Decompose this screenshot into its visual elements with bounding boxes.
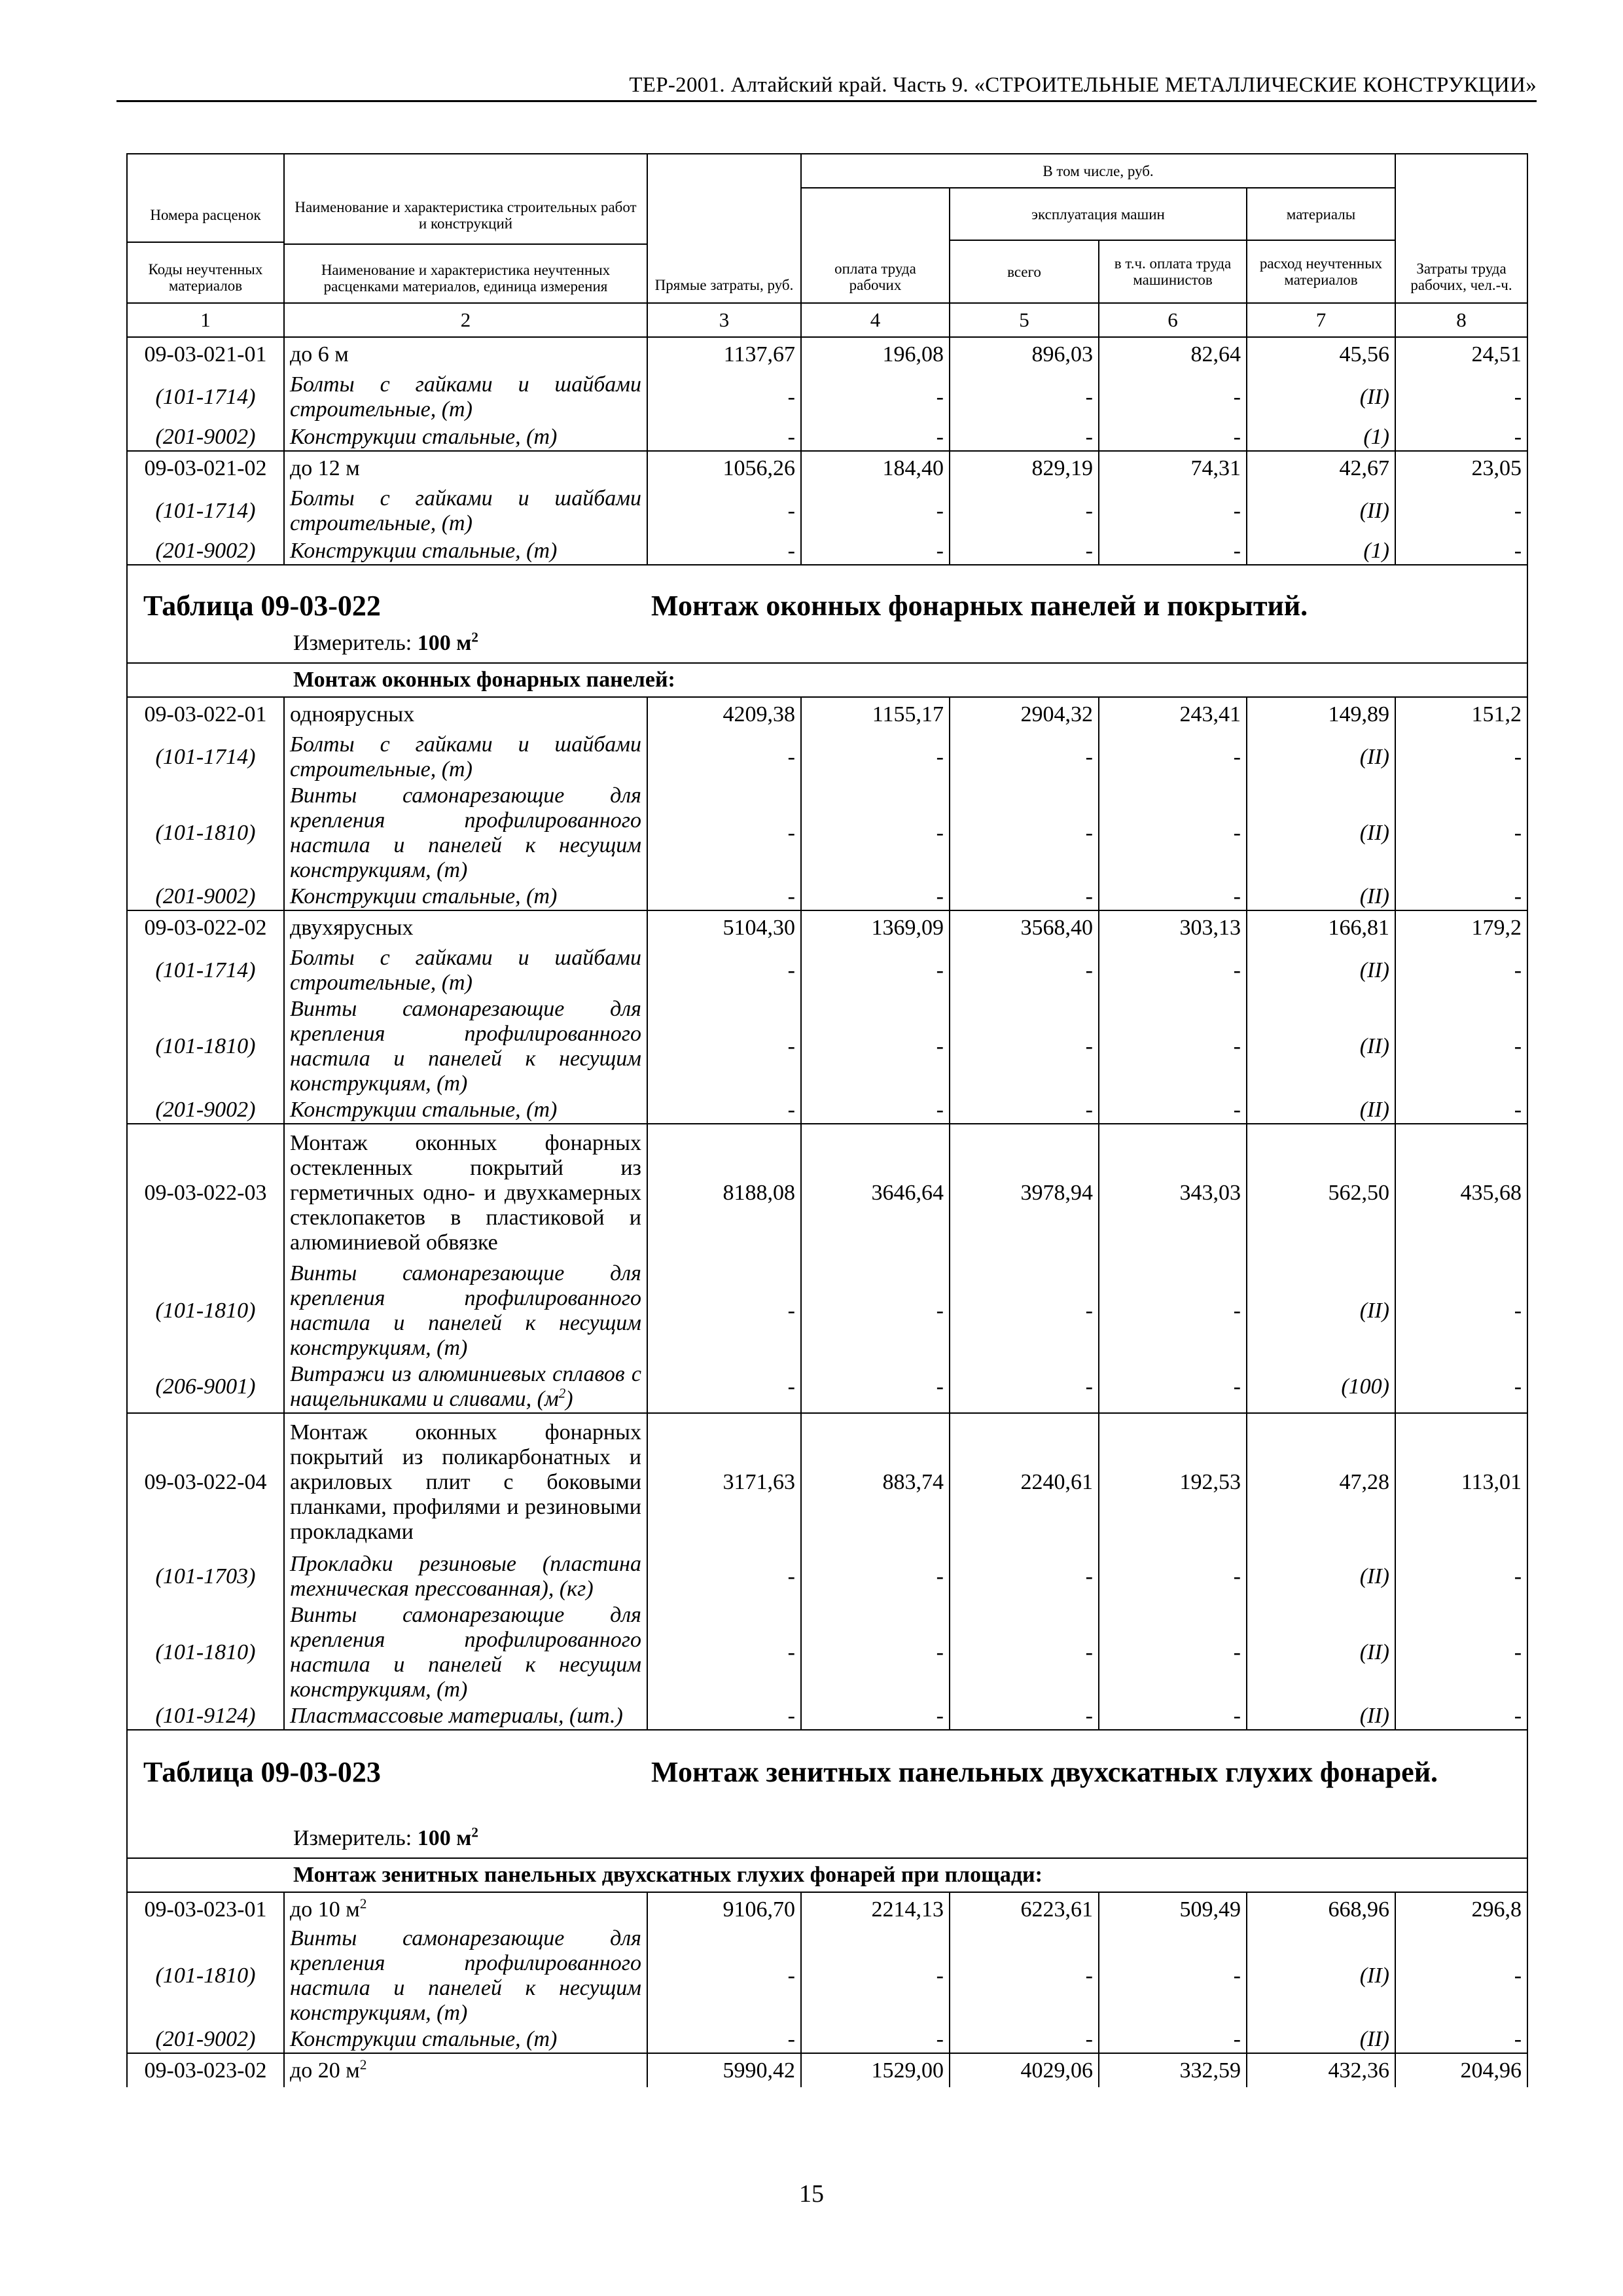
table-row: 09-03-021-02 до 12 м 1056,26 184,40 829,19 74,31 42,67 23,05 xyxy=(127,451,1527,485)
table-number: Таблица 09-03-023 xyxy=(143,1756,381,1788)
table-row: 09-03-022-03 Монтаж оконных фонарных остекленных покрытий из герметичных одно- и двухкамерных стеклопакетов в пластиковой и алюминиевой обвязке 8188,08 3646,64 3978,94 343,03 562,50 435,68 xyxy=(127,1124,1527,1261)
table-row: 09-03-023-01 до 10 $м^2$ 9106,70 2214,13 6223,61 509,49 668,96 296,8 xyxy=(127,1892,1527,1926)
material-row: (201-9002) Конструкции стальные, (т) - - - - (1) - xyxy=(127,423,1527,451)
section-subheader: Монтаж зенитных панельных двухскатных глухих фонарей при площади: xyxy=(127,1858,1527,1892)
divider xyxy=(128,242,283,243)
col5-header: всего xyxy=(950,240,1099,303)
price-table xyxy=(126,153,1528,2087)
incl-header: В том числе, руб. xyxy=(801,154,1395,188)
material-row: (101-1810) Винты самонарезающие для крепления профилированного настила и панелей к несущим конструкциям, (т) - - - - (II) - xyxy=(127,1261,1527,1361)
col6-header: в т.ч. оплата труда машинистов xyxy=(1099,240,1247,303)
material-row: (201-9002) Конструкции стальные, (т) - - - - (II) - xyxy=(127,1096,1527,1124)
col2-header: Наименование и характеристика строительных работ и конструкций Наименование и характеристика неучтенных расценками материалов, единица измерения xyxy=(284,154,647,303)
table-row: 09-03-022-04 Монтаж оконных фонарных покрытий из поликарбонатных и акриловых плит с боковыми планками, профилями и резиновыми прокладками 3171,63 883,74 2240,61 192,53 47,28 113,01 xyxy=(127,1413,1527,1551)
unit-of-measure: Измеритель: 100 $м^2$ xyxy=(293,1824,478,1850)
material-row: (101-1714) Болты с гайками и шайбами строительные, (т) - - - - (II) - xyxy=(127,371,1527,423)
material-row: (101-9124) Пластмассовые материалы, (шт.) - - - - (II) - xyxy=(127,1702,1527,1730)
column-numbers: 1 2 3 4 5 6 7 8 xyxy=(127,303,1527,337)
material-row: (101-1810) Винты самонарезающие для крепления профилированного настила и панелей к несущим конструкциям, (т) - - - - (II) - xyxy=(127,1603,1527,1702)
col3-header: Прямые затраты, руб. xyxy=(647,154,801,303)
material-row: (206-9001) Витражи из алюминиевых сплавов с нащельниками и сливами, $(м^2)$ - - - - (100) - xyxy=(127,1361,1527,1413)
unit-of-measure: Измеритель: 100 $м^2$ xyxy=(293,629,478,655)
table-number: Таблица 09-03-022 xyxy=(143,590,381,622)
material-row: (101-1714) Болты с гайками и шайбами строительные, (т) - - - - (II) - xyxy=(127,485,1527,537)
table-row: 09-03-021-01 до 6 м 1137,67 196,08 896,03 82,64 45,56 24,51 xyxy=(127,337,1527,371)
material-row: (201-9002) Конструкции стальные, (т) - - - - (II) - xyxy=(127,2026,1527,2053)
table-row: 09-03-023-02 до 20 $м^2$ 5990,42 1529,00 4029,06 332,59 432,36 204,96 xyxy=(127,2053,1527,2087)
table-row: 09-03-022-02 двухярусных 5104,30 1369,09 3568,40 303,13 166,81 179,2 xyxy=(127,910,1527,944)
material-row: (101-1810) Винты самонарезающие для крепления профилированного настила и панелей к несущим конструкциям, (т) - - - - (II) - xyxy=(127,783,1527,883)
col1-header: Номера расценок Коды неучтенных материалов xyxy=(127,154,284,303)
material-row: (101-1703) Прокладки резиновые (пластина техническая прессованная), (кг) - - - - (II) - xyxy=(127,1551,1527,1603)
material-row: (101-1810) Винты самонарезающие для крепления профилированного настила и панелей к несущим конструкциям, (т) - - - - (II) - xyxy=(127,997,1527,1096)
section-subheader: Монтаж оконных фонарных панелей: xyxy=(127,663,1527,697)
material-row: (201-9002) Конструкции стальные, (т) - - - - (II) - xyxy=(127,883,1527,910)
table-name: Монтаж оконных фонарных панелей и покрытий. xyxy=(651,590,1308,622)
material-row: (101-1714) Болты с гайками и шайбами строительные, (т) - - - - (II) - xyxy=(127,731,1527,783)
table-name: Монтаж зенитных панельных двухскатных глухих фонарей. xyxy=(651,1756,1438,1788)
table-title-022 xyxy=(127,565,1527,663)
col8-header: Затраты труда рабочих, чел.-ч. xyxy=(1395,154,1527,303)
page-header: ТЕР-2001. Алтайский край. Часть 9. «СТРОИТЕЛЬНЫЕ МЕТАЛЛИЧЕСКИЕ КОНСТРУКЦИИ» xyxy=(116,73,1537,102)
material-row: (201-9002) Конструкции стальные, (т) - - - - (1) - xyxy=(127,537,1527,565)
materials-header: материалы xyxy=(1247,188,1395,240)
material-row: (101-1810) Винты самонарезающие для крепления профилированного настила и панелей к несущим конструкциям, (т) - - - - (II) - xyxy=(127,1926,1527,2026)
col7-header: расход неучтенных материалов xyxy=(1247,240,1395,303)
table-title-023 xyxy=(127,1730,1527,1858)
col4-header: оплата труда рабочих xyxy=(801,188,950,303)
divider xyxy=(285,243,647,245)
page-number: 15 xyxy=(799,2180,824,2208)
machines-header: эксплуатация машин xyxy=(950,188,1247,240)
material-row: (101-1714) Болты с гайками и шайбами строительные, (т) - - - - (II) - xyxy=(127,944,1527,997)
table-row: 09-03-022-01 одноярусных 4209,38 1155,17 2904,32 243,41 149,89 151,2 xyxy=(127,697,1527,731)
